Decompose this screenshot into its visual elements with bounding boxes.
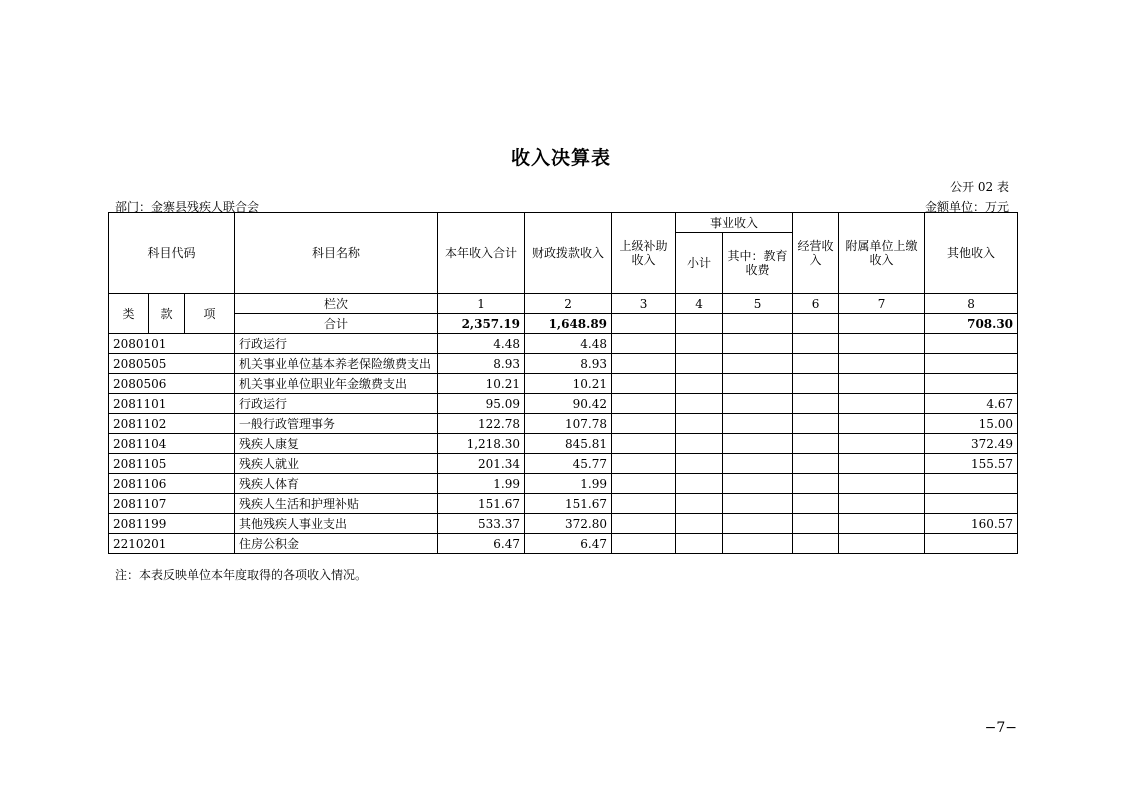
row-other [925, 334, 1018, 354]
total-other: 708.30 [925, 314, 1018, 334]
header-subtotal: 小计 [676, 233, 723, 294]
row-name: 一般行政管理事务 [235, 414, 438, 434]
row-total: 533.37 [438, 514, 525, 534]
row-fiscal: 10.21 [525, 374, 612, 394]
unit-label: 金额单位：万元 [924, 200, 1009, 214]
column-number: 3 [612, 294, 676, 314]
table-row [109, 534, 1018, 554]
table-row [109, 514, 1018, 534]
row-other [925, 534, 1018, 554]
header-lei: 类 [109, 294, 149, 334]
row-total: 95.09 [438, 394, 525, 414]
table-row [109, 394, 1018, 414]
row-name: 残疾人生活和护理补贴 [235, 494, 438, 514]
header-affiliate: 附属单位上缴收入 [839, 213, 925, 294]
column-number: 7 [839, 294, 925, 314]
row-code: 2210201 [109, 534, 235, 554]
header-education: 其中：教育收费 [723, 233, 793, 294]
row-total: 8.93 [438, 354, 525, 374]
header-kuan: 款 [149, 294, 185, 334]
row-code: 2081102 [109, 414, 235, 434]
column-number: 8 [925, 294, 1018, 314]
row-code: 2081106 [109, 474, 235, 494]
data-rows [109, 334, 1018, 554]
row-code: 2080505 [109, 354, 235, 374]
column-number: 6 [793, 294, 839, 314]
row-total: 10.21 [438, 374, 525, 394]
row-total: 201.34 [438, 454, 525, 474]
header-code: 科目代码 [109, 213, 235, 294]
row-other: 15.00 [925, 414, 1018, 434]
row-fiscal: 107.78 [525, 414, 612, 434]
page-title: 收入决算表 [510, 147, 611, 169]
row-other: 372.49 [925, 434, 1018, 454]
department-label: 部门：金寨县残疾人联合会 [115, 200, 260, 214]
row-name: 机关事业单位职业年金缴费支出 [235, 374, 438, 394]
row-name: 残疾人体育 [235, 474, 438, 494]
row-name: 行政运行 [235, 334, 438, 354]
table-note: 注：本表反映单位本年度取得的各项收入情况。 [115, 568, 368, 582]
table-row [109, 354, 1018, 374]
header-superior: 上级补助收入 [612, 213, 676, 294]
column-number: 1 [438, 294, 525, 314]
row-name: 其他残疾人事业支出 [235, 514, 438, 534]
row-fiscal: 45.77 [525, 454, 612, 474]
page-number: −7− [984, 720, 1017, 736]
row-total: 1,218.30 [438, 434, 525, 454]
header-operation: 经营收入 [793, 213, 839, 294]
header-fiscal: 财政拨款收入 [525, 213, 612, 294]
table-row [109, 454, 1018, 474]
header-name: 科目名称 [235, 213, 438, 294]
row-total: 122.78 [438, 414, 525, 434]
row-code: 2081104 [109, 434, 235, 454]
row-other [925, 354, 1018, 374]
row-code: 2081199 [109, 514, 235, 534]
row-name: 残疾人就业 [235, 454, 438, 474]
row-code: 2080101 [109, 334, 235, 354]
column-number: 2 [525, 294, 612, 314]
row-name: 住房公积金 [235, 534, 438, 554]
row-code: 2081101 [109, 394, 235, 414]
table-row [109, 434, 1018, 454]
row-total: 1.99 [438, 474, 525, 494]
header-total: 本年收入合计 [438, 213, 525, 294]
total-row [109, 314, 1018, 334]
header-row-1 [109, 213, 1018, 233]
table-row [109, 374, 1018, 394]
row-name: 行政运行 [235, 394, 438, 414]
row-other [925, 474, 1018, 494]
row-code: 2081105 [109, 454, 235, 474]
row-code: 2080506 [109, 374, 235, 394]
total-fiscal: 1,648.89 [525, 314, 612, 334]
income-table [108, 212, 1018, 554]
row-total: 6.47 [438, 534, 525, 554]
row-code: 2081107 [109, 494, 235, 514]
row-fiscal: 845.81 [525, 434, 612, 454]
row-fiscal: 1.99 [525, 474, 612, 494]
row-name: 机关事业单位基本养老保险缴费支出 [235, 354, 438, 374]
header-xiang: 项 [185, 294, 235, 334]
row-fiscal: 4.48 [525, 334, 612, 354]
form-code: 公开 02 表 [950, 180, 1009, 194]
row-fiscal: 90.42 [525, 394, 612, 414]
table-row [109, 474, 1018, 494]
row-other: 160.57 [925, 514, 1018, 534]
row-other [925, 374, 1018, 394]
header-other: 其他收入 [925, 213, 1018, 294]
column-number-row [109, 294, 1018, 314]
header-business: 事业收入 [676, 213, 793, 233]
column-number: 4 [676, 294, 723, 314]
row-fiscal: 372.80 [525, 514, 612, 534]
row-other: 4.67 [925, 394, 1018, 414]
row-fiscal: 8.93 [525, 354, 612, 374]
table-row [109, 414, 1018, 434]
row-name: 残疾人康复 [235, 434, 438, 454]
row-other [925, 494, 1018, 514]
row-total: 151.67 [438, 494, 525, 514]
table-row [109, 334, 1018, 354]
total-label: 合计 [235, 314, 438, 334]
total-amount: 2,357.19 [438, 314, 525, 334]
table-row [109, 494, 1018, 514]
row-total: 4.48 [438, 334, 525, 354]
row-fiscal: 6.47 [525, 534, 612, 554]
row-fiscal: 151.67 [525, 494, 612, 514]
column-number: 5 [723, 294, 793, 314]
row-other: 155.57 [925, 454, 1018, 474]
column-label: 栏次 [235, 294, 438, 314]
